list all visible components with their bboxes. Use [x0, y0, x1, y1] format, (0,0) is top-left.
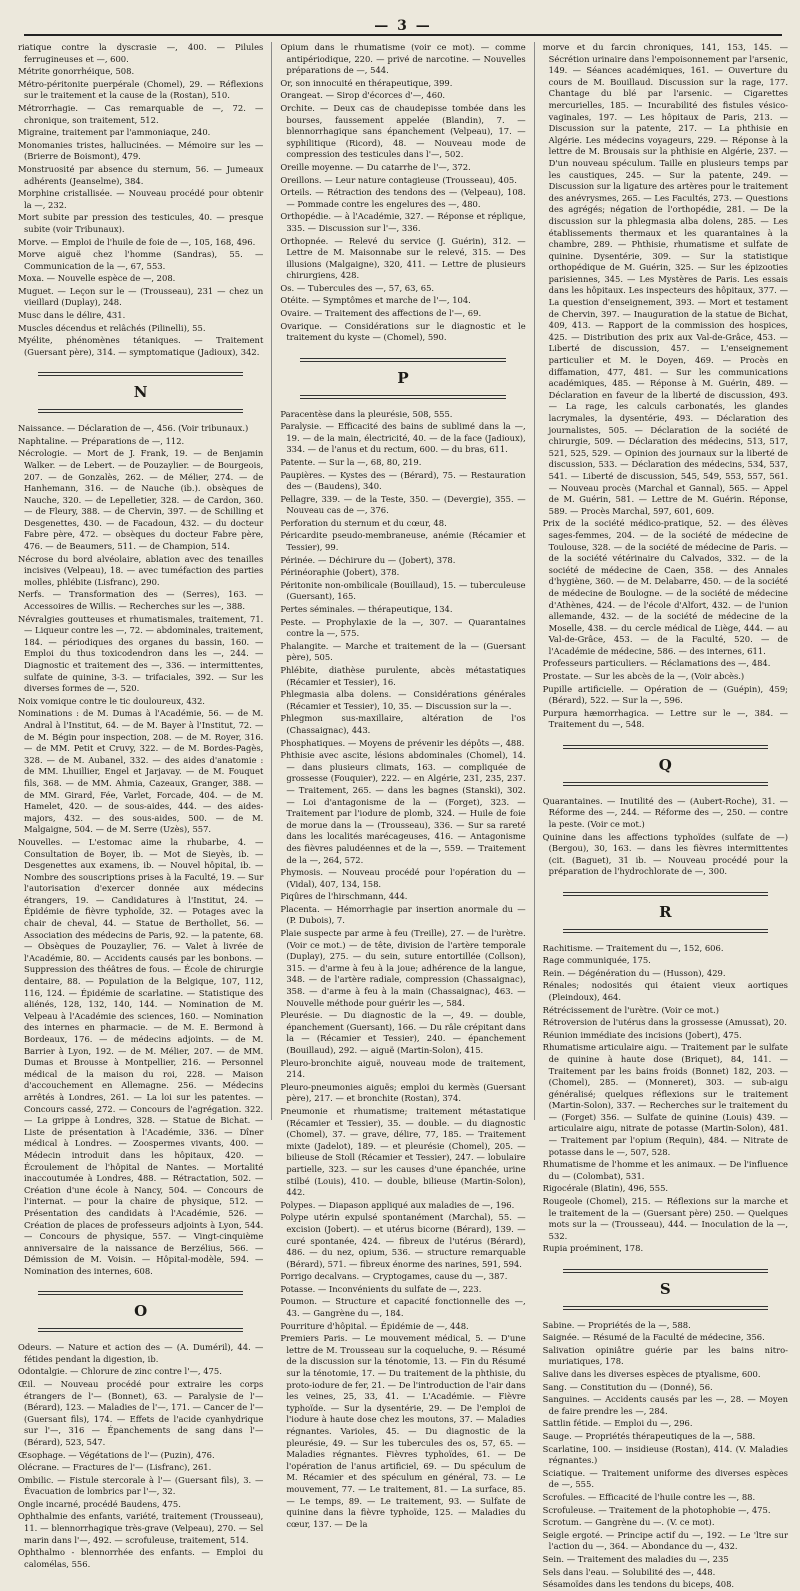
index-entry: Sang. — Constitution du — (Donné), 56.	[542, 1381, 713, 1392]
index-entry: Mort subite par pression des testicules, 40. — presque subite (voir Tribunaux).	[18, 212, 264, 234]
index-entry: Sésamoïdes dans les tendons du biceps, 408.	[542, 1579, 735, 1590]
index-entry: Orangeat. — Sirop d'écorces d'—, 460.	[280, 90, 446, 101]
index-entry: Prostate. — Sur les abcès de la —, (Voir abcès.)	[542, 671, 745, 682]
index-entry: Moxa. — Nouvelle espèce de —, 208.	[18, 273, 176, 284]
index-entry: Pellagre, 339. — de la Teste, 350. — (Devergie), 355. — Nouveau cas de —, 376.	[280, 493, 526, 516]
index-entry: Paralysie. — Efficacité des bains de sublimé dans la —, 19. — de la main, électricité, 40. — de la face (Jadioux), 334. — de l'anus et du rectum, 600. — du bras, 611.	[280, 421, 526, 455]
index-entry: Piqûres de l'hirschmann, 444.	[280, 891, 408, 902]
index-entry: Pupille artificielle. — Opération de — (Guépin), 459; (Bérard), 522. — Sur la —, 596.	[542, 683, 788, 706]
index-entry: Rénales; nodosités qui étaient vieux aortiques (Pleindoux), 464.	[542, 980, 788, 1002]
index-entry: Potasse. — Inconvénients du sulfate de —, 223.	[280, 1283, 482, 1294]
section-letter: R	[659, 902, 672, 921]
index-entry: Migraine, traitement par l'ammoniaque, 240.	[18, 127, 211, 138]
index-entry: Monstruosité par absence du sternum, 56. — Jumeaux adhérents (Jeanselme), 384.	[18, 163, 264, 186]
index-entry: Phlegmasia alba dolens. — Considérations générales (Récamier et Tessier), 10, 35. — Discussion sur la —.	[280, 689, 526, 711]
index-entry: Œil. — Nouveau procédé pour extraire les corps étrangers de l'— (Bonnet), 63. — Paralysie de l'— (Bérard), 123. — Maladies de l'—, 171. — Cancer de l'— (Guersant fils), 174. — Effets de l'acide cyanhydrique sur l'—, 316 — Épanchements de sang dans l'— (Bérard), 523, 547.	[18, 1378, 264, 1447]
index-entry: Or, son innocuité en thérapeutique, 399.	[280, 77, 453, 88]
index-entry: Péricardite pseudo-membraneuse, anémie (Récamier et Tessier), 99.	[280, 530, 526, 553]
section-letter: O	[134, 1302, 148, 1321]
section-letter: S	[659, 1280, 671, 1298]
index-entry: Rein. — Dégénération du — (Husson), 429.	[542, 967, 726, 978]
index-entry: Naphtaline. — Préparations de —, 112.	[18, 435, 185, 446]
entries-p-cont	[543, 42, 788, 731]
index-entry: Phthisie avec ascite, lésions abdominales (Chomel), 14. — dans plusieurs climats, 163. — compliquée de grossesse (Fouquier), 222. — en Algérie, 231, 235, 237. — Traitement, 265. — dans les bagnes (Stanski), 302. — Loi d'antagonisme de la — (Forget), 323. — Traitement par l'iodure de plomb, 324. — Huile de foie de morue dans la — (Trousseau), 336. — Sur sa rareté dans les localités marécageuses, 416. — Antagonisme des fièvres paludéennes et de la —, 559. — Traitement de la —, 264, 572.	[280, 750, 526, 865]
index-entry: Salive dans les diverses espèces de ptyalisme, 600.	[542, 1369, 761, 1380]
index-entry: Peste. — Prophylaxie de la —, 307. — Quarantaines contre la —, 575.	[280, 616, 526, 639]
index-entry: Quarantaines. — Inutilité des — (Aubert-Roche), 31. — Réforme des —, 244. — Réforme des —, 250. — contre la peste. (Voir ce mot.)	[542, 795, 788, 829]
index-entry: Métrite gonorrhéique, 508.	[18, 66, 135, 77]
index-entry: Morve aiguë chez l'homme (Sandras), 55. — Communication de la —, 67, 553.	[18, 249, 264, 271]
column-middle	[271, 42, 526, 1529]
index-entry: Myélite, phénomènes tétaniques. — Traitement (Guersant père), 314. — symptomatique (Jadioux), 342.	[18, 335, 264, 357]
index-entry: Pleuro-bronchite aiguë, nouveau mode de traitement, 214.	[280, 1057, 526, 1080]
index-entry: Porrigo decalvans. — Cryptogames, cause du —, 387.	[280, 1271, 508, 1282]
index-entry: Naissance. — Déclaration de —, 456. (Voir tribunaux.)	[18, 423, 249, 434]
index-entry: Rupia proéminent, 178.	[542, 1243, 644, 1254]
letter-rule	[563, 929, 768, 933]
index-entry: Réunion immédiate des incisions (Jobert), 475.	[542, 1029, 742, 1040]
index-entry: Sauge. — Propriétés thérapeutiques de la —, 588.	[542, 1431, 756, 1442]
index-entry: riatique contre la dyscrasie —, 400. — Pilules ferrugineuses et —, 600.	[18, 42, 264, 64]
index-entry: Morphine cristallisée. — Nouveau procédé pour obtenir la —, 232.	[18, 188, 264, 210]
index-entry: Opium dans le rhumatisme (voir ce mot). — comme antipériodique, 220. — privé de narcotine. — Nouvelles préparations de —, 544.	[280, 42, 526, 76]
index-entry: Otéite. — Symptômes et marche de l'—, 104.	[280, 295, 471, 306]
index-entry: Rigocérale (Blatin), 496, 555.	[542, 1183, 669, 1194]
entries-q	[543, 796, 788, 878]
index-entry: Orchite. — Deux cas de chaudepisse tombée dans les bourses, faussement appelée (Blandin), 7. — blennorrhagique sans épanchement (Velpeau), 17. — syphilitique (Ricord), 48. — Nouveau mode de compression des testicules dans l'—, 502.	[280, 102, 526, 160]
index-entry: Phlegmon sus-maxillaire, altération de l'os (Chassaignac), 443.	[280, 713, 526, 735]
index-entry: Phymosis. — Nouveau procédé pour l'opération du — (Vidal), 407, 134, 158.	[280, 867, 526, 889]
index-entry: Oreillons. — Leur nature contagieuse (Trousseau), 405.	[280, 174, 517, 185]
index-entry: Oreille moyenne. — Du catarrhe de l'—, 372.	[280, 161, 471, 172]
entries-n	[18, 423, 263, 1277]
index-entry: Quinine dans les affections typhoïdes (sulfate de —) (Bergou), 30, 163. — dans les fièvres intermittentes (cit. (Baguet), 31 ib. — Nouveau procédé pour la préparation de l'hydrochlorate de —, 300.	[542, 831, 788, 877]
index-entry: Orteils. — Rétraction des tendons des — (Velpeau), 108. — Pommade contre les engelures des —, 480.	[280, 187, 526, 209]
section-letter-s	[543, 1269, 788, 1310]
index-entry: Orthopédie. — à l'Académie, 327. — Réponse et réplique, 335. — Discussion sur l'—, 336.	[280, 211, 526, 233]
index-entry: Névralgies goutteuses et rhumatismales, traitement, 71. — Liqueur contre les —, 72. — abdominales, traitement, 184. — périodiques des organes du bassin, 160. — Emploi du thus toxicodendron dans les —, 244. — Diagnostic et traitement des —, 336. — intermittentes, sulfate de quinine, 3-3. — trifaciales, 392. — Sur les diverses formes de —, 520.	[18, 613, 264, 694]
index-entry: Sattlin fétide. — Emploi du —, 296.	[542, 1418, 693, 1429]
index-entry: Ophthalmie des enfants, variété, traitement (Trousseau), 11. — blennorrhagique très-grave (Velpeau), 270. — Sel marin dans l'—, 492. — scrofuleuse, traitement, 514.	[18, 1511, 264, 1545]
index-entry: Métro-péritonite puerpérale (Chomel), 29. — Réflexions sur le traitement et la cause de la (Rostan), 510.	[18, 78, 264, 101]
index-entry: Pourriture d'hôpital. — Épidémie de —, 448.	[280, 1320, 469, 1331]
index-entry: Sels dans l'eau. — Solubilité des —, 448.	[542, 1566, 716, 1577]
index-entry: Nerfs. — Transformation des — (Serres), 163. — Accessoires de Willis. — Recherches sur les —, 388.	[18, 589, 264, 612]
index-entry: Muguet. — Leçon sur le — (Trousseau), 231 — chez un vieillard (Duplay), 248.	[18, 285, 264, 308]
index-entry: Métrorrhagie. — Cas remarquable de —, 72. — chronique, son traitement, 512.	[18, 102, 264, 125]
index-entry: Rhumatisme articulaire aigu. — Traitement par le sulfate de quinine à haute dose (Briquet), 84, 141. — Traitement par les bains froids (Bonnet) 182, 203. — (Chomel), 285. — (Monneret), 303. — sub-aigu généralisé; quelques réflexions sur le traitement (Martin-Solon), 337. — Recherches sur le traitement du — (Forget) 356. — Sulfate de quinine (Louis) 439. — articulaire aigu, nitrate de potasse (Martin-Solon), 481. — Traitement par l'opium (Requin), 484. — Nitrate de potasse dans le —, 507, 528.	[542, 1042, 788, 1157]
index-entry: Poumon. — Structure et capacité fonctionnelle des —, 43. — Gangrène du —, 184.	[280, 1296, 526, 1319]
index-entry: Monomanies tristes, hallucinées. — Mémoire sur les — (Brierre de Boismont), 479.	[18, 139, 264, 162]
index-columns	[18, 42, 788, 1590]
index-entry: Nominations : de M. Dumas à l'Académie, 56. — de M. Andral à l'Institut, 64. — de M. Bayer à l'Institut, 72. — de M. Bégin pour inspection, 208. — de M. Royer, 316. — de MM. Petit et Cruvy, 322. — de M. Bordes-Pagès, 328. — de M. Aubanel, 332. — des aides d'anatomie : de MM. Lhuillier, Engel et Jarjavay. — de M. Fouquet fils, 368. — de MM. Ahmia, Cazeaux, Granger, 388. — de MM. Girard, Fée, Varlet, Forcade, 404. — de M. Hamelet, 420. — de sous-aides, 444. — des aides-majors, 432. — des sous-aides, 500. — de M. Malgaigne, 504. — de M. Serre (Uzès), 557.	[18, 708, 264, 835]
letter-rule	[300, 395, 505, 399]
entries-r	[543, 943, 788, 1255]
index-entry: Seigle ergoté. — Principe actif du —, 192. — Le 'ltre sur l'action du —, 364. — Abondance du —, 432.	[542, 1529, 788, 1552]
index-entry: Orthopnée. — Relevé du service (J. Guérin), 312. — Lettre de M. Maisonnabe sur le relevé, 315. — Des illusions (Malgaigne), 320, 411. — Lettre de plusieurs chirurgiens, 428.	[280, 235, 526, 281]
section-letter-p	[280, 358, 525, 399]
index-page	[18, 0, 788, 1590]
index-entry: Phosphatiques. — Moyens de prévenir les dépôts —, 488.	[280, 737, 525, 748]
section-letter: P	[397, 368, 409, 387]
index-entry: Œsophage. — Végétations de l'— (Puzin), 476.	[18, 1449, 215, 1460]
index-entry: Scarlatine, 100. — insidieuse (Rostan), 414. (V. Maladies régnantes.)	[542, 1443, 788, 1466]
index-entry: Rachitisme. — Traitement du —, 152, 606.	[542, 942, 724, 953]
index-entry: Rhumatisme de l'homme et les animaux. — De l'influence du — (Colombat), 531.	[542, 1159, 788, 1181]
header-rule	[24, 34, 782, 36]
index-entry: Placenta. — Hémorrhagie par insertion anormale du — (P. Dubois), 7.	[280, 903, 526, 926]
page-number: — 3 —	[374, 18, 432, 34]
index-entry: Premiers Paris. — Le mouvement médical, 5. — D'une lettre de M. Trousseau sur la coqueluche, 9. — Résumé de la discussion sur la ténotomie, 13. — Fin du Résumé sur la ténotomie, 17. — Du traitement de la phthisie, du proto-iodure de fer, 21. — De l'introduction de l'air dans les veines, 25, 33, 41. — L'Académie. — Fièvre typhoïde. — Sur la dysentérie, 29. — De l'emploi de l'iodure à haute dose chez les moutons, 37. — Maladies régnantes. Varioles, 45. — Du diagnostic de la pleurésie, 49. — Sur les tubercules des os, 57, 65. — Maladies régnantes. Fièvres typhoïdes, 61. — De l'opération de l'anus artificiel, 69. — Du spéculum de M. Récamier et des spéculum en général, 73. — Le mouvement, 77. — Le traitement, 81. — La surface, 85. — Le temps, 89. — Le traitement, 93. — Sulfate de quinine dans la fièvre typhoïde, 125. — Maladies du cœur, 137. — De la	[280, 1333, 526, 1529]
index-entry: Morve. — Emploi de l'huile de foie de —, 105, 168, 496.	[18, 236, 256, 247]
index-entry: morve et du farcin chroniques, 141, 153, 145. — Sécrétion urinaire dans l'empoisonnement par l'arsenic, 149. — Séances académiques, 161. — Ouverture du cours de M. Bouillaud. Discussion sur la rage, 177. Chantage du blé par l'arsenic. — Cigarettes mercurielles, 185. — Incurabilité des fistules vésico-vaginales, 197. — Les hôpitaux de Paris, 213. — Discussion sur la patente, 217. — La phthisie en Algérie. Les médecins voyageurs, 229. — Réponse à la lettre de M. Brousais sur la phthisie en Algérie, 237. — D'un nouveau spéculum. Taille en plusieurs temps par les caustiques, 245. — Sur la patente, 249. — Discussion sur la ligature des artères pour le traitement des anévrysmes, 265. — Les Facultés, 273. — Questions des agrégés; négation de l'orthopédie, 281. — De la discussion sur la phlegmasia alba dolens, 285. — Les établissements thermaux et les quarantaines à la chambre, 289. — Phthisie, rhumatisme et sulfate de quinine. Dysentérie, 309. — Sur la statistique orthopédique de M. Guérin, 325. — Sur les épizooties parisiennes, 345. — Les Mystères de Paris. Les essais dans les hôpitaux. Les inspecteurs des hôpitaux, 377. — La question d'enseignement, 393. — Mort et testament de Chervin, 397. — Inauguration de la statue de Bichat, 409, 413. — Rapport de la commission des hospices, 425. — Distribution des prix aux Val-de-Grâce, 453. — Liberté de discussion, 457. — L'enseignement particulier et M. le Doyen, 469. — Procès en diffamation, 477, 481. — Sur les communications académiques, 485. — Réponse à M. Guérin, 489. — Déclaration en faveur de la liberté de discussion, 493. — La rage, les calculs carbonatés, les glandes lacrymales, la dysentérie, 493. — Déclaration des journalistes, 505. — Déclaration de la société de chirurgie, 509. — Déclaration des médecins, 513, 517, 521, 525, 529. — Opinion des journaux sur la liberté de discussion, 533. — Déclaration des médecins, 534, 537, 541. — Liberté de discussion, 545, 549, 553, 557, 561. — Nouveau procès (Marchal et Gannal), 565. — Appel de M. Guérin, 581. — Lettre de M. Guérin. Réponse, 589. — Procès Marchal, 597, 601, 609.	[542, 42, 788, 516]
index-entry: Sabine. — Propriétés de la —, 588.	[542, 1319, 691, 1330]
index-entry: Patente. — Sur la —, 68, 80, 219.	[280, 456, 422, 467]
index-entry: Nouvelles. — L'estomac aime la rhubarbe, 4. — Consultation de Boyer, ib. — Mot de Sieyès, ib. — Desgenettes aux examens, ib. — Nouvel hôpital, ib. — Nombre des souscriptions prises à la Faculté, 19. — Sur l'autorisation d'exercer donnée aux médecins étrangers, 19. — Candidatures à l'Institut, 24. — Épidémie de fièvre typhoïde, 32. — Potages avec la chair de cheval, 44. — Statue de Berthollet, 56. — Association des médecins de Paris, 92. — la patente, 68. — Obsèques de Pouzaylier, 76. — Valet à livrée de l'Académie, 80. — Accidents causés par les bonbons. — Suppression des théâtres de fous. — École de chirurgie dentaire, 88. — Population de la Belgique, 107, 112, 116, 124. — Épidémie de scarlatine. — Statistique des aliénés, 128, 132, 140, 144. — Nomination de M. Velpeau à l'Académie des sciences, 160. — Nomination des internes en pharmacie. — de M. E. Bermond à Bordeaux, 176. — de médecins adjoints. — de M. Barrier à Lyon, 192. — de M. Mélier, 207. — de MM. Dumas et Brousse à Montpellier, 216. — Personnel médical de la maison du roi, 228. — Maison d'accouchement en Allemagne. 256. — Médecins arrêtés à Londres, 261. — La loi sur les patentes. — Concours cassé, 272. — Concours de l'agrégation. 322. — La grippe à Londres, 328. — Statue de Bichat. — Liste de présentation à l'Académie, 336. — Dîner médical à Londres. — Zoospermes vivants, 400. — Médecin introduit dans les hôpitaux, 420. — Écroulement de l'hôpital de Nantes. — Mortalité inaccoutumée à Londres, 488. — Rétractation, 502. — Création d'une école à Nancy, 504. — Concours de l'internat. — pour la chaire de physique, 512. — Présentation des candidats à l'Académie, 526. — Création de places de professeurs adjoints à Lyon, 544. — Concours de physique, 557. — Vingt-cinquième anniversaire de la naissance de Berzélius, 566. — Démission de M. Voisin. — Hôpital-modèle, 594. — Nomination des internes, 608.	[18, 836, 264, 1276]
index-entry: Pertes séminales. — thérapeutique, 134.	[280, 604, 453, 615]
index-entry: Périnée. — Déchirure du — (Jobert), 378.	[280, 554, 456, 565]
index-entry: Rougeole (Chomel), 215. — Réflexions sur la marche et le traitement de la — (Guersant père) 250. — Quelques mots sur la — (Trousseau), 444. — Inoculation de la —, 532.	[542, 1196, 788, 1241]
index-entry: Ophthalmo - blennorrhée des enfants. — Emploi du calomélas, 556.	[18, 1547, 264, 1569]
index-entry: Professeurs particuliers. — Réclamations des —, 484.	[542, 658, 771, 669]
index-entry: Ovarique. — Considérations sur le diagnostic et le traitement du kyste — (Chomel), 590.	[280, 320, 526, 343]
index-entry: Rétroversion de l'utérus dans la grossesse (Amussat), 20.	[542, 1017, 787, 1028]
index-entry: Musc dans le délire, 431.	[18, 310, 126, 321]
index-entry: Phalangite. — Marche et traitement de la — (Guersant père), 505.	[280, 640, 526, 663]
entries-s	[543, 1320, 788, 1591]
index-entry: Paracentèse dans la pleurésie, 508, 555.	[280, 408, 453, 419]
index-entry: Noix vomique contre le tic douloureux, 432.	[18, 695, 205, 706]
index-entry: Phlébite, diathèse purulente, abcès métastatiques (Récamier et Tessier), 16.	[280, 665, 526, 687]
index-entry: Ovaire. — Traitement des affections de l'—, 69.	[280, 308, 482, 319]
entries-m	[18, 42, 263, 358]
section-letter-n	[18, 372, 263, 413]
section-letter: Q	[658, 756, 672, 775]
entries-o	[18, 1342, 263, 1570]
index-entry: Perforation du sternum et du cœur, 48.	[280, 517, 447, 528]
column-right	[534, 42, 788, 1590]
index-entry: Scrofules. — Efficacité de l'huile contre les —, 88.	[542, 1492, 756, 1502]
index-entry: Péritonite non-ombilicale (Bouillaud), 15. — tuberculeuse (Guersant), 165.	[280, 579, 526, 602]
index-entry: Rétrécissement de l'urètre. (Voir ce mot.)	[542, 1004, 719, 1015]
column-left	[18, 42, 264, 1569]
index-entry: Pneumonie et rhumatisme; traitement métastatique (Récamier et Tessier), 35. — double. — du diagnostic (Chomel), 37. — grave, délire, 77, 185. — Traitement mixte (Jadelot), 189. — et pleurésie (Chomel), 205. — bilieuse de Stoll (Récamier et Tessier), 247. — lobulaire partielle, 323. — sur les causes d'une épanchée, urine stilbé (Louis), 410. — double, bilieuse (Martin-Solon), 442.	[280, 1105, 526, 1198]
index-entry: Odeurs. — Nature et action des — (A. Duméril), 44. — fétides pendant la digestion, ib.	[18, 1342, 264, 1364]
index-entry: Prix de la société médico-pratique, 52. — des élèves sages-femmes, 204. — de la société de médecine de Toulouse, 328. — de la société de médecine de Paris. — de la société vétérinaire du Calvados, 332. — de la société de médecine de Caen, 358. — des Annales d'hygiène, 360. — de M. Delabarre, 450. — de la société de médecine de Boulogne. — de la société de médecine d'Athènes, 424. — de l'école d'Alfort, 432. — de l'union allemande, 432. — de la société de médecine de la Moselle, 438. — du cercle médical de Liège, 444. — au Val-de-Grâce, 453. — de la Faculté, 520. — de l'Académie de médecine, 586. — des internes, 611.	[542, 518, 788, 656]
section-letter-r	[543, 892, 788, 933]
index-entry: Nécrologie. — Mort de J. Frank, 19. — de Benjamin Walker. — de Lebert. — de Pouzaylier. — de Bourgeois, 207. — de Gonzalès, 262. — de Mélier, 274. — de Hanhemann, 316. — de Nauche (ib.). obsèques de Nauche, 320. — de Lepelletier, 328. — de Cardon, 360. — de Fleury, 388. — de Chervin, 397. — de Schilling et Desgenettes, 430. — de Facadoun, 432. — du docteur Fabre père, 472. — obsèques du docteur Fabre père, 476. — de Beaumers, 511. — de Champion, 514.	[18, 448, 264, 552]
entries-o-cont	[280, 42, 525, 344]
index-entry: Sanguines. — Accidents causés par les —, 28. — Moyen de faire prendre les —, 284.	[542, 1394, 788, 1416]
index-entry: Salivation opiniâtre guérie par les bains nitro-muriatiques, 178.	[542, 1344, 788, 1367]
letter-rule	[563, 782, 768, 786]
index-entry: Ongle incarné, procédé Baudens, 475.	[18, 1498, 181, 1509]
index-entry: Odontalgie. — Chlorure de zinc contre l'—, 475.	[18, 1366, 222, 1377]
index-entry: Périnéoraphie (Jobert), 378.	[280, 567, 400, 578]
index-entry: Scrotum. — Gangrène du —. (V. ce mot).	[542, 1517, 715, 1528]
index-entry: Rage communiquée, 175.	[542, 955, 651, 966]
index-entry: Purpura hæmorrhagica. — Lettre sur le —, 384. — Traitement du —, 548.	[542, 707, 788, 730]
entries-p	[280, 409, 525, 1531]
letter-rule	[563, 1306, 768, 1310]
index-entry: Polypes. — Diapason appliqué aux maladies de —, 196.	[280, 1199, 515, 1210]
section-letter-q	[543, 745, 788, 786]
letter-rule	[38, 409, 243, 413]
index-entry: Saignée. — Résumé de la Faculté de médecine, 356.	[542, 1332, 765, 1343]
index-entry: Nécrose du bord alvéolaire, ablation avec des tenailles incisives (Velpeau), 18. — avec tuméfaction des parties molles, phlébite (Lisfranc), 290.	[18, 553, 264, 587]
index-entry: Paupières. — Kystes des — (Bérard), 75. — Restauration des — (Baudens), 340.	[280, 469, 526, 492]
section-letter: N	[133, 383, 148, 402]
letter-rule	[38, 1328, 243, 1332]
index-entry: Pleurésie. — Du diagnostic de la —, 49. — double, épanchement (Guersant), 166. — Du râle crépitant dans la — (Récamier et Tessier), 240. — épanchement (Bouillaud), 292. — aiguë (Martin-Solon), 415.	[280, 1010, 526, 1055]
index-entry: Olécrane. — Fractures de l'— (Lisfranc), 261.	[18, 1462, 212, 1473]
index-entry: Scrofuleuse. — Traitement de la photophobie —, 475.	[542, 1504, 771, 1515]
index-entry: Ombilic. — Fistule stercorale à l'— (Guersant fils), 3. — Évacuation de lombrics par l'—, 32.	[18, 1474, 264, 1497]
index-entry: Muscles décendus et relâchés (Pilinelli), 55.	[18, 322, 206, 333]
index-entry: Polype utérin expulsé spontanément (Marchal), 55. — excision (Jobert). — et utérus bicorne (Bérard), 139. — curé spontanée, 424. — fibreux de l'utérus (Bérard), 486. — du nez, opium, 536. — structure remarquable (Bérard), 571. — fibreux énorme des narines, 591, 594.	[280, 1212, 526, 1269]
index-entry: Sciatique. — Traitement uniforme des diverses espèces de —, 555.	[542, 1467, 788, 1490]
index-entry: Plaie suspecte par arme à feu (Treille), 27. — de l'urètre. (Voir ce mot.) — de tête, division de l'artère temporale (Duplay), 275. — du sein, suture entortillée (Collson), 315. — d'arme à feu à la joue; adhérence de la langue, 348. — de l'artère radiale, compression (Chassaignac), 358. — d'arme à feu à la main (Chassaignac), 463. — Nouvelle méthode pour guérir les —, 584.	[280, 928, 526, 1008]
section-letter-o	[18, 1291, 263, 1332]
index-entry: Os. — Tubercules des —, 57, 63, 65.	[280, 282, 435, 293]
index-entry: Pleuro-pneumonies aiguës; emploi du kermès (Guersant père), 217. — et bronchite (Rostan), 374.	[280, 1081, 526, 1104]
index-entry: Sein. — Traitement des maladies du —, 235	[542, 1553, 729, 1564]
